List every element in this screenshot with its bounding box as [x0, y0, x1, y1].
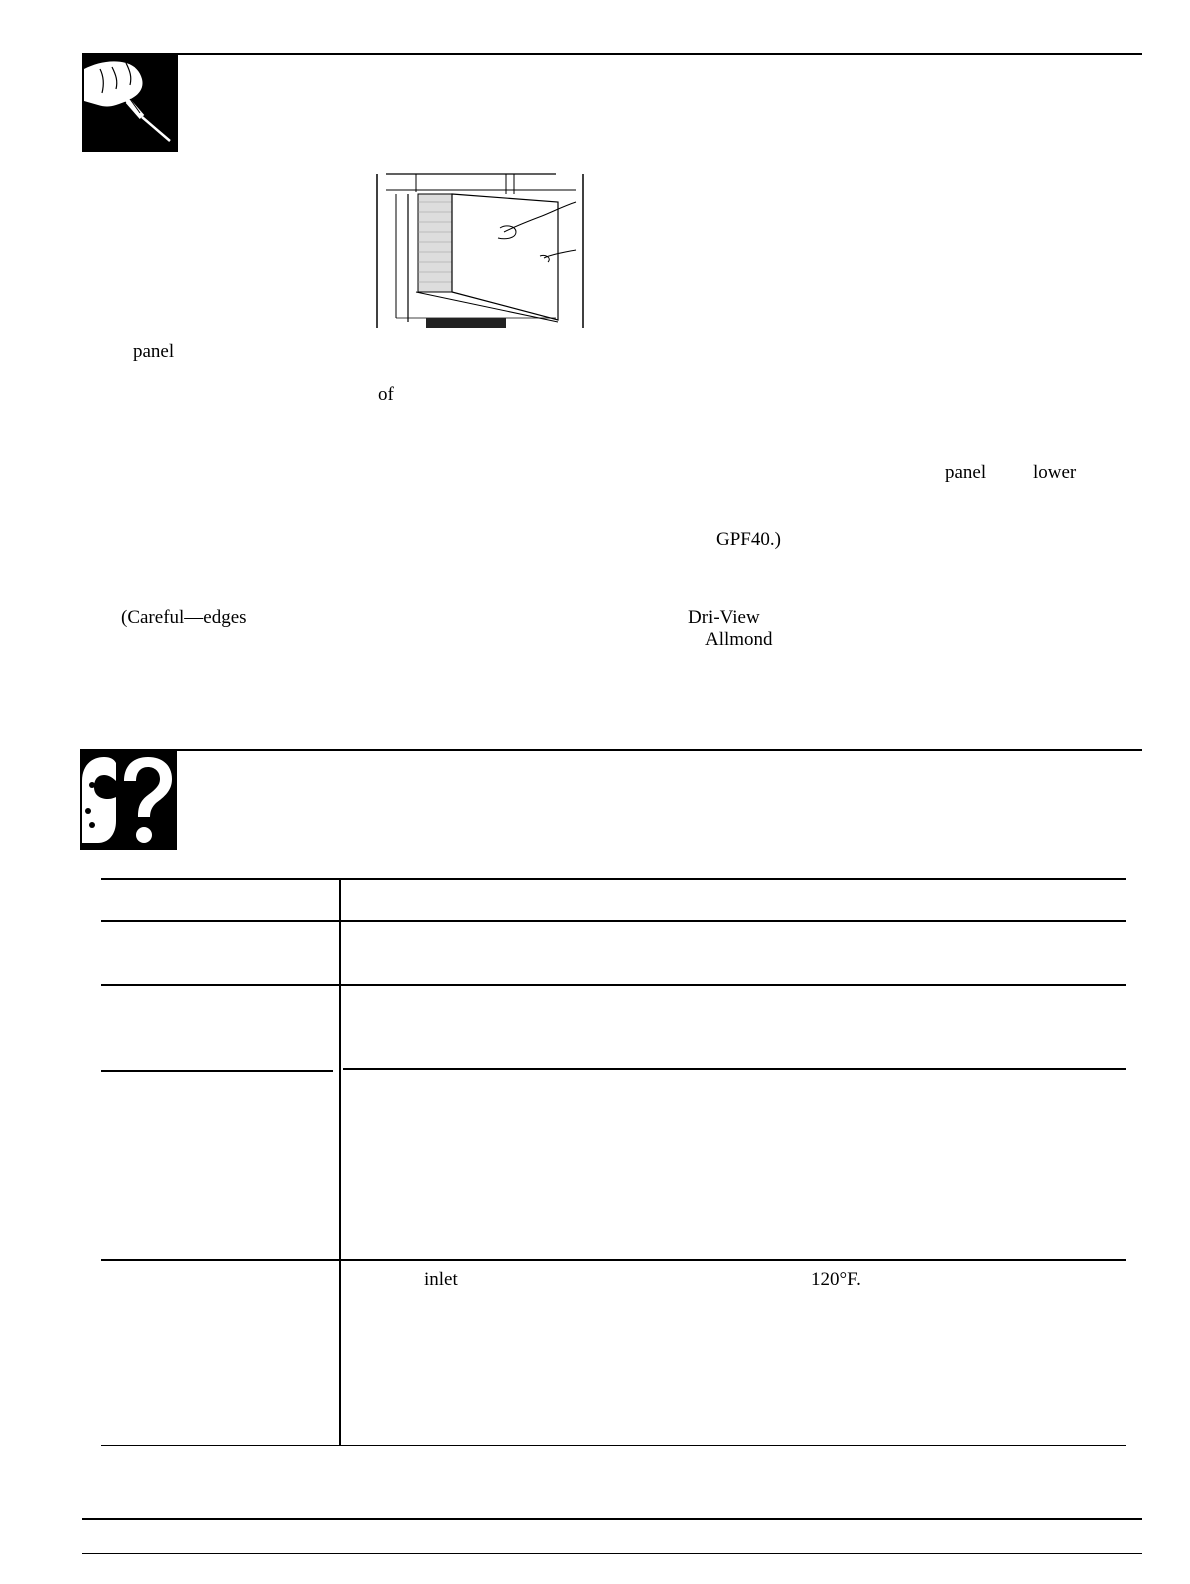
- hand-screwdriver-icon: [82, 55, 178, 152]
- footer-rule-bottom: [82, 1553, 1142, 1554]
- text-of: of: [378, 384, 394, 405]
- table-row-divider: [101, 1070, 333, 1072]
- question-mark-icon: [80, 751, 177, 850]
- table-row-divider: [101, 984, 1126, 986]
- text-panel-right: panel: [945, 462, 987, 483]
- text-careful-edges: (Careful—edges: [121, 607, 247, 628]
- text-gpf40: GPF40.): [716, 529, 781, 550]
- text-temperature: 120°F.: [811, 1269, 861, 1290]
- text-inlet: inlet: [424, 1269, 458, 1290]
- panel-removal-illustration: [376, 172, 584, 330]
- table-row-divider: [101, 1259, 1126, 1261]
- text-allmond: Allmond: [705, 629, 773, 650]
- table-row-divider: [101, 878, 1126, 880]
- table-column-divider: [339, 878, 341, 1446]
- footer-rule-top: [82, 1518, 1142, 1520]
- table-row-divider: [343, 1068, 1126, 1070]
- section-rule: [80, 749, 1142, 751]
- text-dri-view: Dri-View: [688, 607, 760, 628]
- table-row-divider: [101, 920, 1126, 922]
- text-lower: lower: [1033, 462, 1077, 483]
- text-panel-left: panel: [133, 341, 175, 362]
- table-row-divider: [101, 1445, 1126, 1446]
- top-rule: [82, 53, 1142, 55]
